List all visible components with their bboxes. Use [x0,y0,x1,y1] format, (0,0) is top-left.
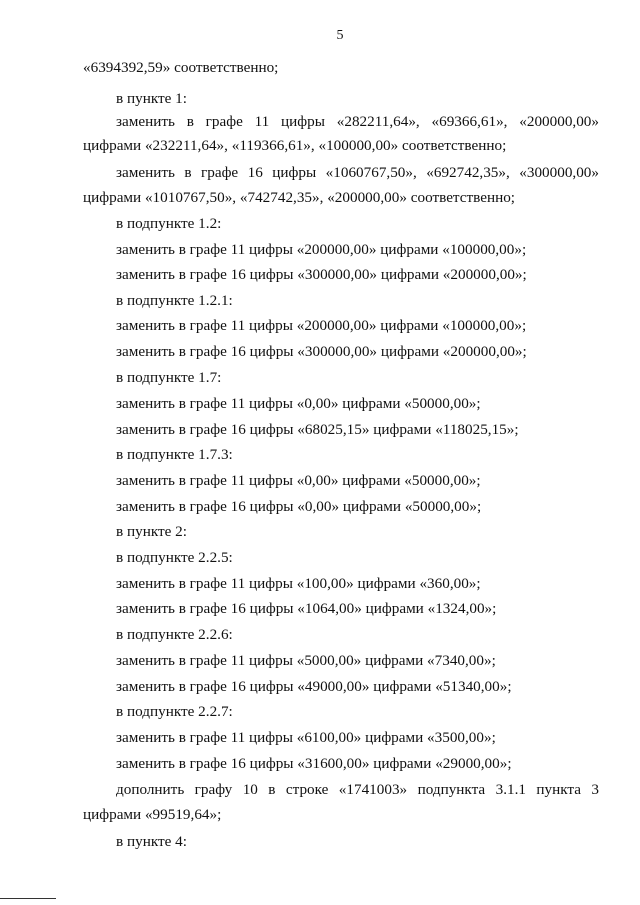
text-line: заменить в графе 11 цифры «200000,00» цифрами «100000,00»; [116,317,527,334]
text-line: в пункте 1: [116,90,187,107]
text-line: заменить в графе 11 цифры «0,00» цифрами «50000,00»; [116,395,481,412]
page-number: 5 [336,28,344,43]
footer-divider [0,898,56,899]
text-line: в подпункте 1.7.3: [116,446,233,463]
text-line: заменить в графе 16 цифры «1060767,50», «692742,35», «300000,00» [116,164,599,181]
text-line: в пункте 2: [116,523,187,540]
text-line: заменить в графе 16 цифры «31600,00» цифрами «29000,00»; [116,755,512,772]
text-line: дополнить графу 10 в строке «1741003» подпункта 3.1.1 пункта 3 [116,781,599,798]
text-line: заменить в графе 16 цифры «68025,15» цифрами «118025,15»; [116,421,519,438]
text-line: заменить в графе 16 цифры «0,00» цифрами «50000,00»; [116,498,482,515]
text-line: заменить в графе 11 цифры «0,00» цифрами «50000,00»; [116,472,481,489]
text-line: в подпункте 1.2.1: [116,292,233,309]
text-line: заменить в графе 16 цифры «300000,00» цифрами «200000,00»; [116,343,527,360]
text-line: в подпункте 1.7: [116,369,222,386]
text-line: заменить в графе 11 цифры «200000,00» цифрами «100000,00»; [116,241,527,258]
text-line: заменить в графе 11 цифры «6100,00» цифрами «3500,00»; [116,729,496,746]
text-line: заменить в графе 16 цифры «300000,00» цифрами «200000,00»; [116,266,527,283]
text-line: заменить в графе 16 цифры «1064,00» цифрами «1324,00»; [116,600,497,617]
text-line: в пункте 4: [116,833,187,850]
text-line: цифрами «99519,64»; [83,806,222,823]
text-line: в подпункте 1.2: [116,215,222,232]
text-line: цифрами «232211,64», «119366,61», «100000,00» соответственно; [83,137,507,154]
text-line: заменить в графе 11 цифры «5000,00» цифрами «7340,00»; [116,652,496,669]
text-line: в подпункте 2.2.5: [116,549,233,566]
text-line: цифрами «1010767,50», «742742,35», «200000,00» соответственно; [83,189,516,206]
text-line: заменить в графе 16 цифры «49000,00» цифрами «51340,00»; [116,678,512,695]
text-line: в подпункте 2.2.7: [116,703,233,720]
text-line: «6394392,59» соответственно; [83,59,279,76]
text-line: в подпункте 2.2.6: [116,626,233,643]
text-line: заменить в графе 11 цифры «282211,64», «69366,61», «200000,00» [116,113,599,130]
text-line: заменить в графе 11 цифры «100,00» цифрами «360,00»; [116,575,481,592]
